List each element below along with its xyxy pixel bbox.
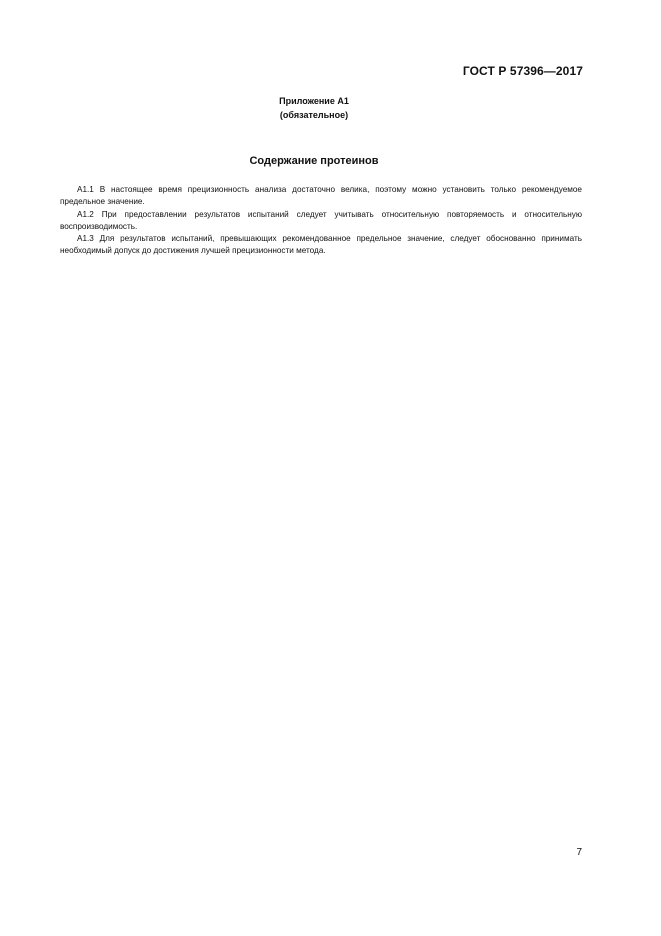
paragraph-a1-1: А1.1 В настоящее время прецизионность анализа достаточно велика, поэтому можно установить только рекомендуемое предельное значение.: [60, 185, 582, 207]
paragraph-a1-2: А1.2 При предоставлении результатов испытаний следует учитывать относительную повторяемость и относительную воспроизводимость.: [60, 209, 582, 231]
page-number: 7: [576, 847, 582, 858]
body-text: [60, 184, 582, 258]
section-title: Содержание протеинов: [249, 155, 379, 167]
annex-heading: [0, 94, 628, 122]
annex-title: Приложение А1: [279, 96, 349, 106]
paragraph-a1-3: А1.3 Для результатов испытаний, превышающих рекомендованное предельное значение, следует обоснованно принимать необходимый допуск до достижения лучшей прецизионности метода.: [60, 234, 582, 256]
annex-status: (обязательное): [279, 110, 349, 120]
document-code: ГОСТ Р 57396—2017: [462, 64, 583, 78]
